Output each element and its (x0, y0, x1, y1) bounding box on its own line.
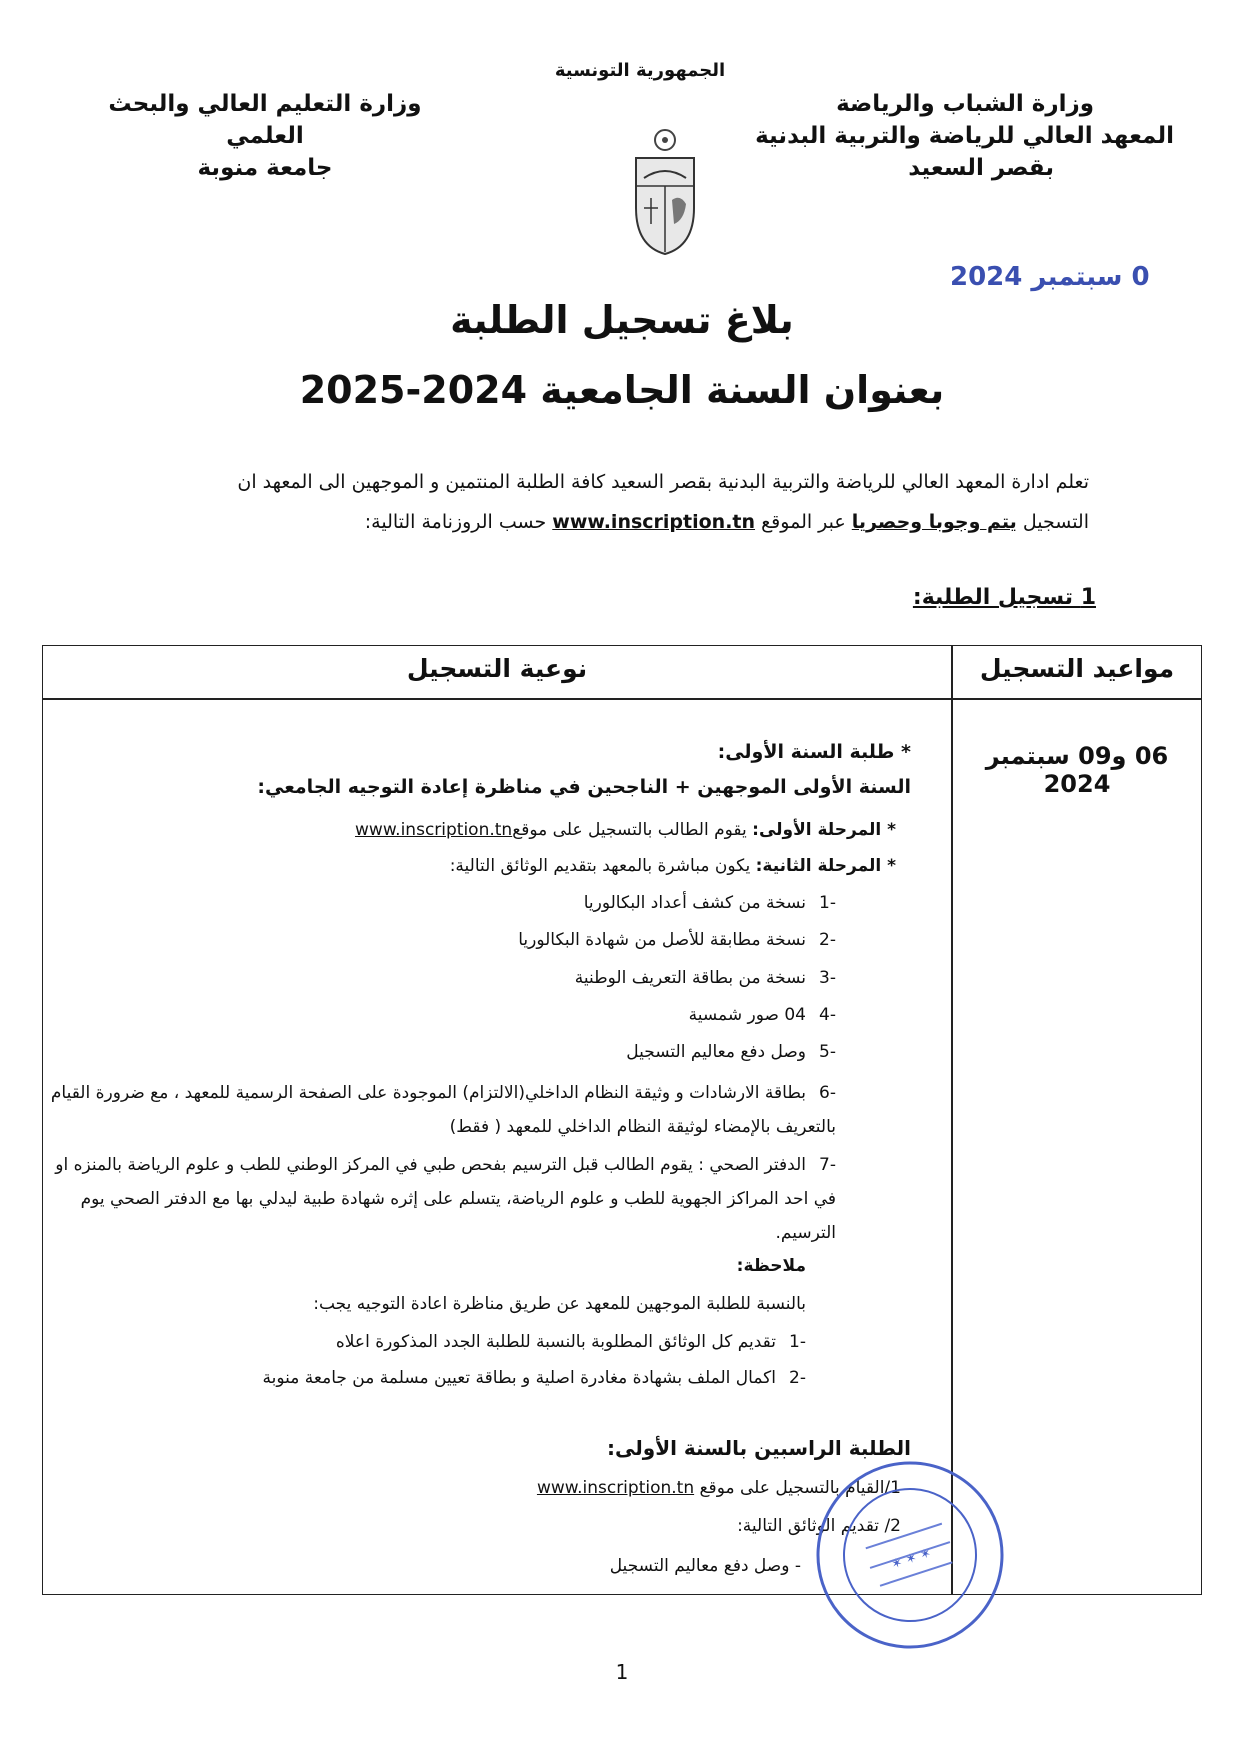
list-item: -1نسخة من كشف أعداد البكالوريا (583, 893, 836, 913)
header-republic: الجمهورية التونسية (554, 60, 726, 81)
coat-of-arms-icon (628, 128, 702, 258)
header-ministry-youth (674, 88, 1174, 184)
note-intro: بالنسبة للطلبة الموجهين للمعهد عن طريق مناظرة اعادة التوجيه يجب: (313, 1294, 806, 1314)
official-seal-icon (810, 1455, 1010, 1655)
phase-one-site-link[interactable]: www.inscription.tn (355, 820, 513, 840)
header-right-line3: بقصر السعيد (908, 155, 1054, 181)
intro-paragraph (129, 462, 1089, 542)
list-item: -2اكمال الملف بشهادة مغادرة اصلية و بطاقة تعيين مسلمة من جامعة منوبة (262, 1368, 806, 1388)
header-row-divider (43, 698, 1201, 700)
repeat-step-one: 1/القيام بالتسجيل على موقع www.inscription.tn (536, 1478, 901, 1498)
list-item: -404 صور شمسية (688, 1005, 836, 1025)
list-item: -3نسخة من بطاقة التعريف الوطنية (574, 968, 836, 988)
note-title: ملاحظة: (736, 1256, 806, 1276)
page-title: بلاغ تسجيل الطلبة (450, 298, 794, 342)
first-year-heading: * طلبة السنة الأولى: (717, 741, 911, 763)
intro-line2-post: حسب الروزنامة التالية: (364, 511, 553, 533)
header-right-line1: وزارة الشباب والرياضة (836, 91, 1094, 117)
registration-date: 06 و09 سبتمبر 2024 (985, 742, 1169, 798)
phase-one-text: يقوم الطالب بالتسجيل على موقع (512, 820, 753, 840)
registration-table (42, 645, 1202, 1595)
svg-text:✶ ✶ ✶: ✶ ✶ ✶ (889, 1545, 934, 1573)
repeat-step-three: - وصل دفع معاليم التسجيل (609, 1556, 801, 1576)
header-right-line2: المعهد العالي للرياضة والتربية البدنية (755, 123, 1174, 149)
date-stamp: 0 سبتمبر 2024 (950, 262, 1150, 292)
list-item: -1تقديم كل الوثائق المطلوبة بالنسبة للطلبة الجدد المذكورة اعلاه (335, 1332, 806, 1352)
column-header-type: نوعية التسجيل (406, 654, 588, 683)
page-subtitle: بعنوان السنة الجامعية 2024-2025 (299, 368, 945, 412)
phase-one (355, 818, 896, 842)
intro-line2 (129, 502, 1089, 542)
oriented-students-heading: السنة الأولى الموجهين + الناجحين في مناظرة إعادة التوجيه الجامعي: (257, 776, 911, 798)
header-left-line1: وزارة التعليم العالي والبحث العلمي (108, 91, 422, 149)
list-item: -2نسخة مطابقة للأصل من شهادة البكالوريا (518, 930, 836, 950)
header-ministry-higher-education (85, 88, 445, 184)
phase-two (450, 854, 896, 878)
list-item: -7الدفتر الصحي : يقوم الطالب قبل الترسيم بفحص طبي في المركز الوطني للطب و علوم الرياضة بالمنزه او في احد المراكز الجهوية للطب و علوم الرياضة، يتسلم على إثره شهادة طبية ليدلي بها مع الدفتر الصحي يوم الترسيم. (55, 1155, 836, 1243)
column-header-dates: مواعيد التسجيل (979, 654, 1175, 683)
repeating-students-heading: الطلبة الراسبين بالسنة الأولى: (607, 1436, 911, 1460)
list-item: -5وصل دفع معاليم التسجيل (626, 1042, 836, 1062)
list-item: -6بطاقة الارشادات و وثيقة النظام الداخلي(الالتزام) الموجودة على الصفحة الرسمية للمعهد ، مع ضرورة القيام بالتعريف بالإمضاء لوثيقة النظام الداخلي للمعهد ( فقط) (50, 1083, 836, 1137)
intro-emphasis: يتم وجوبا وحصريا (851, 511, 1017, 533)
intro-line2-pre: التسجيل (1016, 511, 1089, 533)
section-title: 1 تسجيل الطلبة: (912, 585, 1096, 610)
phase-two-text: يكون مباشرة بالمعهد بتقديم الوثائق التالية: (449, 856, 756, 876)
phase-two-label: * المرحلة الثانية: (755, 856, 896, 876)
intro-line2-mid: عبر الموقع (755, 511, 852, 533)
header-left-line2: جامعة منوبة (197, 155, 333, 181)
repeat-site-link[interactable]: www.inscription.tn (536, 1478, 695, 1498)
intro-site-link[interactable]: www.inscription.tn (552, 511, 756, 533)
repeat-step-two: 2/ تقديم الوثائق التالية: (737, 1516, 901, 1536)
phase-one-label: * المرحلة الأولى: (752, 820, 896, 840)
intro-line1: تعلم ادارة المعهد العالي للرياضة والتربية البدنية بقصر السعيد كافة الطلبة المنتمين و الموجهين الى المعهد ان (237, 471, 1089, 493)
page-number: 1 (615, 1660, 629, 1684)
